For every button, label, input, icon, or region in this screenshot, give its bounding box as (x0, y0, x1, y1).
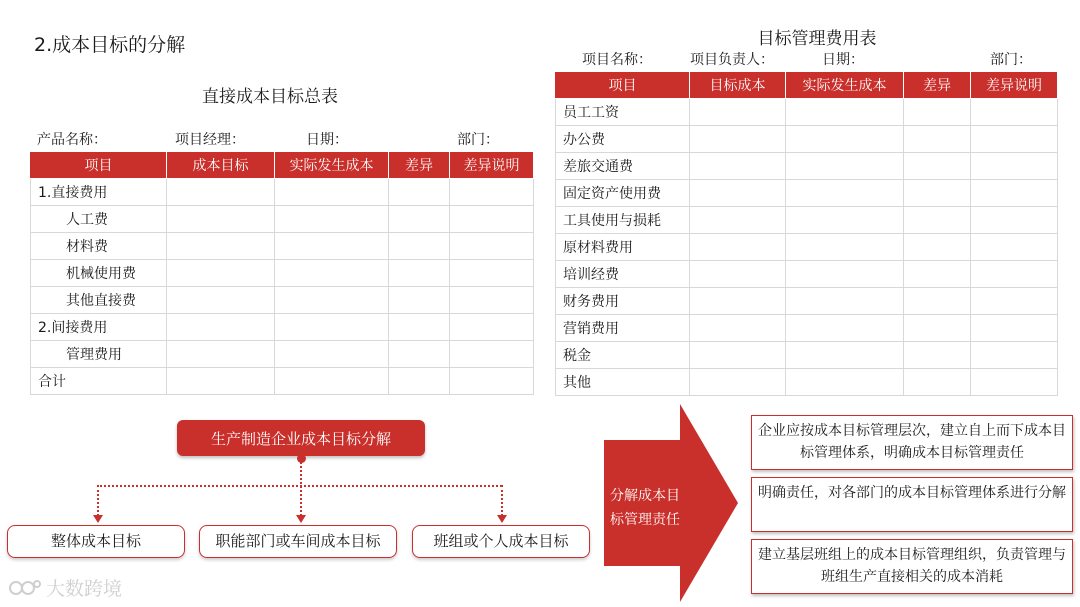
row-label: 工具使用与损耗 (556, 207, 690, 234)
row-label: 其他 (556, 369, 690, 396)
row-label: 税金 (556, 342, 690, 369)
responsibility-item: 明确责任，对各部门的成本目标管理体系进行分解 (751, 477, 1073, 532)
row-label: 培训经费 (556, 261, 690, 288)
table-row (556, 234, 1058, 261)
project-manager-label: 项目经理： (175, 132, 245, 148)
col-header-item: 项目 (31, 152, 167, 179)
date-label: 日期： (822, 52, 864, 68)
watermark-text: 大数跨境 (46, 578, 123, 600)
table-row (31, 179, 534, 206)
management-expense-table (555, 71, 1058, 396)
table-row (556, 153, 1058, 180)
row-label: 2.间接费用 (31, 314, 167, 341)
row-label: 差旅交通费 (556, 153, 690, 180)
arrow-down-icon (296, 515, 306, 523)
row-label: 其他直接费 (31, 287, 167, 314)
connector-line-center (300, 462, 302, 516)
row-label: 机械使用费 (31, 260, 167, 287)
table-row (556, 315, 1058, 342)
table-row (556, 288, 1058, 315)
connector-line-left (97, 485, 99, 516)
table-row (556, 369, 1058, 396)
team-cost-target-node: 班组或个人成本目标 (412, 525, 590, 558)
table-row (31, 314, 534, 341)
table-row (31, 206, 534, 233)
product-name-label: 产品名称： (37, 132, 107, 148)
row-label: 合计 (31, 368, 167, 395)
table-row (556, 207, 1058, 234)
table-row (31, 368, 534, 395)
table-row (556, 342, 1058, 369)
col-header-actual-cost: 实际发生成本 (275, 152, 389, 179)
table-row (31, 287, 534, 314)
col-header-variance: 差异 (389, 152, 450, 179)
table-row (556, 261, 1058, 288)
department-label: 部门： (990, 52, 1032, 68)
col-header-variance: 差异 (904, 72, 971, 99)
col-header-item: 项目 (556, 72, 690, 99)
col-header-variance-note: 差异说明 (971, 72, 1058, 99)
diagram-root-node: 生产制造企业成本目标分解 (177, 420, 425, 456)
connector-line-right (501, 485, 503, 516)
table-row (556, 126, 1058, 153)
arrow-label (610, 484, 690, 532)
project-name-label: 项目名称： (582, 52, 652, 68)
row-label: 员工工资 (556, 99, 690, 126)
responsibility-item: 企业应按成本目标管理层次，建立自上而下成本目标管理体系，明确成本目标管理责任 (751, 415, 1073, 470)
col-header-target-cost: 目标成本 (690, 72, 786, 99)
row-label: 1.直接费用 (31, 179, 167, 206)
col-header-variance-note: 差异说明 (450, 152, 534, 179)
row-label: 固定资产使用费 (556, 180, 690, 207)
table-row (31, 260, 534, 287)
row-label: 材料费 (31, 233, 167, 260)
col-header-cost-target: 成本目标 (167, 152, 275, 179)
arrow-label-line: 标管理责任 (610, 512, 680, 528)
table-row (556, 180, 1058, 207)
date-label: 日期： (306, 132, 348, 148)
page-title: 2.成本目标的分解 (34, 34, 186, 56)
table-row (556, 99, 1058, 126)
responsibility-item: 建立基层班组上的成本目标管理组织，负责管理与班组生产直接相关的成本消耗 (751, 539, 1073, 594)
row-label: 管理费用 (31, 341, 167, 368)
arrow-down-icon (93, 515, 103, 523)
left-table-title: 直接成本目标总表 (202, 87, 338, 107)
arrow-down-icon (497, 515, 507, 523)
row-label: 财务费用 (556, 288, 690, 315)
row-label: 营销费用 (556, 315, 690, 342)
project-owner-label: 项目负责人： (690, 52, 774, 68)
connector-line-horizontal (97, 485, 502, 487)
row-label: 人工费 (31, 206, 167, 233)
row-label: 原材料费用 (556, 234, 690, 261)
watermark-logo-icon (8, 577, 42, 599)
department-cost-target-node: 职能部门或车间成本目标 (199, 525, 397, 558)
direct-cost-table (30, 151, 534, 395)
col-header-actual-cost: 实际发生成本 (786, 72, 904, 99)
right-table-title: 目标管理费用表 (757, 29, 877, 49)
watermark (8, 574, 122, 601)
overall-cost-target-node: 整体成本目标 (7, 525, 185, 558)
table-row (31, 233, 534, 260)
arrow-label-line: 分解成本目 (610, 488, 680, 504)
row-label: 办公费 (556, 126, 690, 153)
department-label: 部门： (457, 132, 499, 148)
table-row (31, 341, 534, 368)
